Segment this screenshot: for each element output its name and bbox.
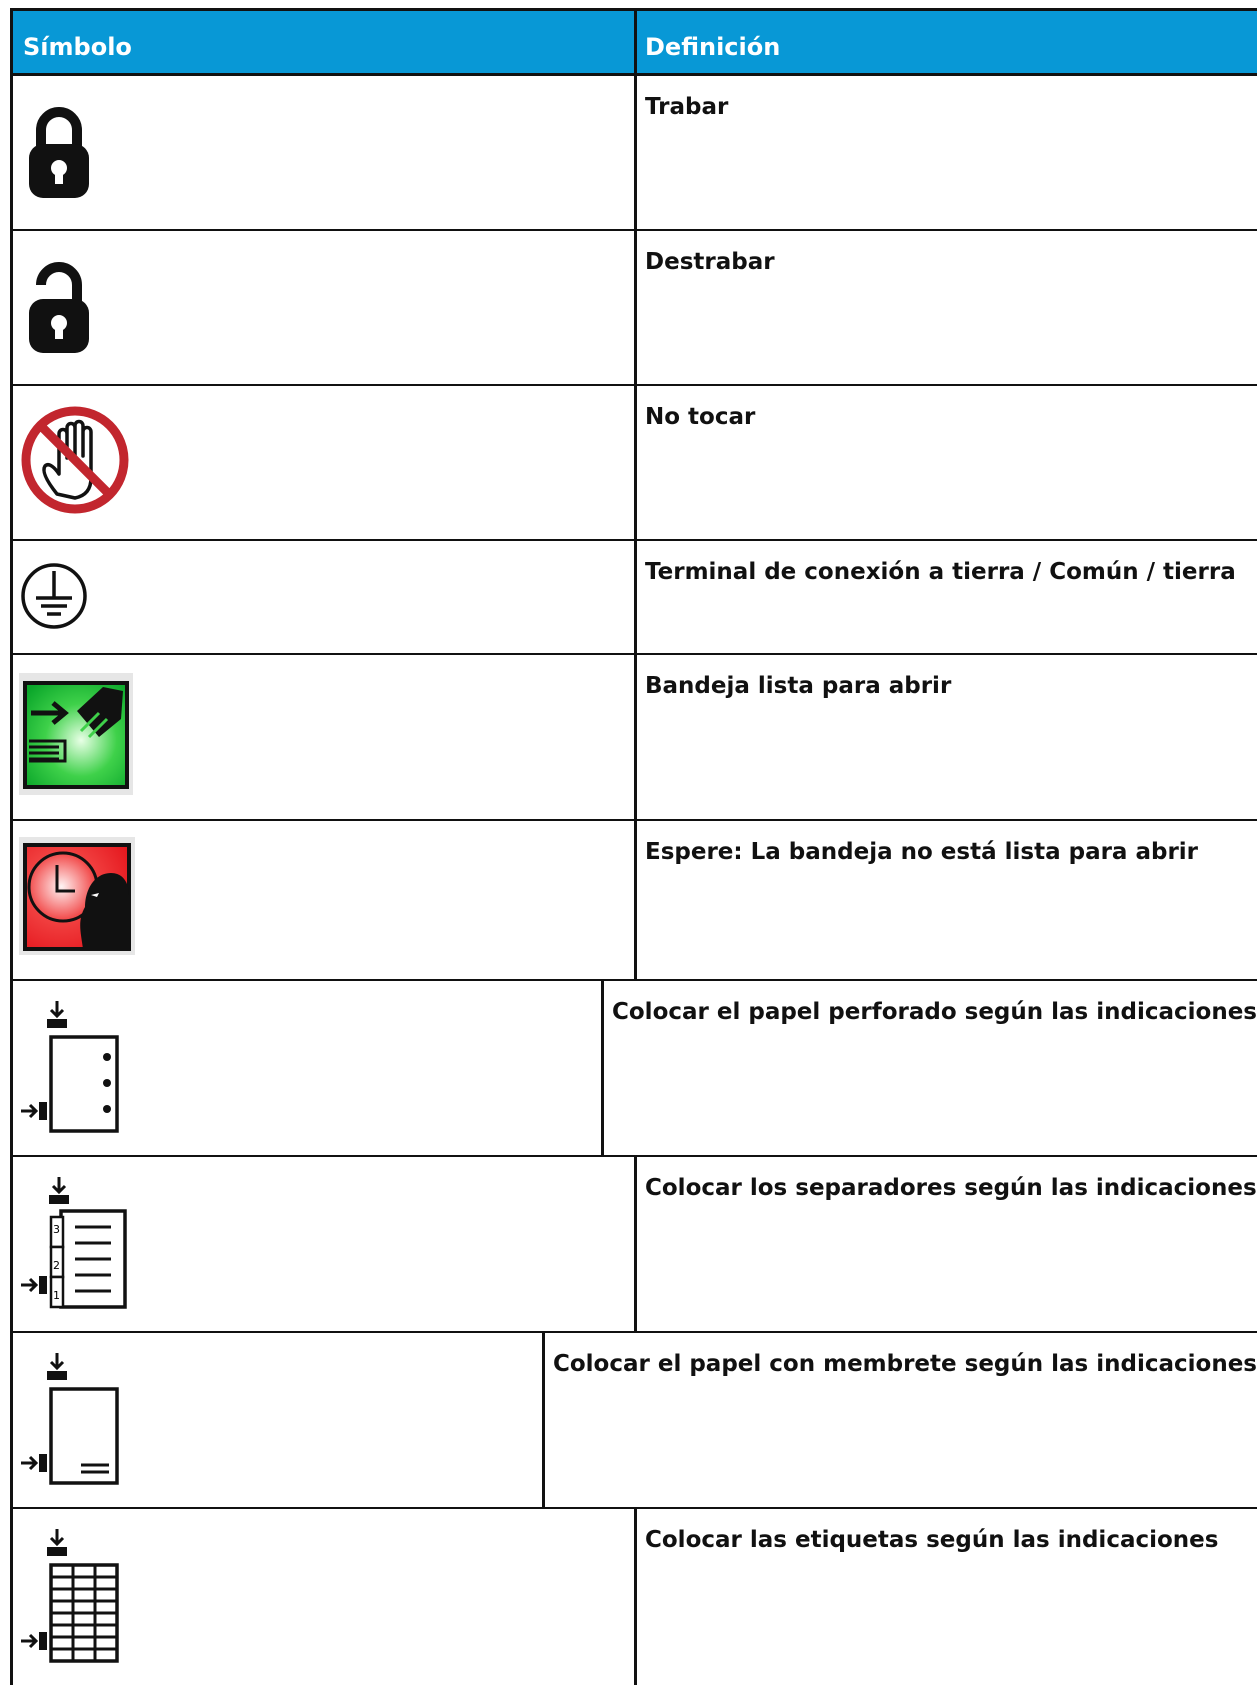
definition-cell: Colocar el papel perforado según las indicaciones — [612, 999, 1257, 1025]
definition-cell: Trabar — [645, 94, 729, 120]
definition-cell: Colocar las etiquetas según las indicaciones — [645, 1527, 1219, 1553]
table-header — [10, 8, 1257, 76]
definition-cell: No tocar — [645, 404, 756, 430]
definition-cell: Bandeja lista para abrir — [645, 673, 952, 699]
tab-number: 3 — [53, 1223, 60, 1236]
ground-terminal-icon — [19, 561, 89, 631]
header-definition: Definición — [645, 33, 781, 61]
table-row — [10, 981, 1257, 1157]
wait-tray-not-ready-icon — [19, 837, 135, 955]
load-labels-icon — [19, 1529, 123, 1665]
load-punched-paper-icon — [19, 1001, 123, 1135]
unlocked-padlock-icon — [27, 255, 91, 355]
table-row — [10, 1157, 1257, 1333]
symbol-cell — [13, 981, 604, 1155]
symbol-cell — [13, 1333, 545, 1507]
definition-cell: Colocar el papel con membrete según las indicaciones — [552, 1351, 1257, 1377]
load-letterhead-icon — [19, 1353, 123, 1487]
definition-cell: Colocar los separadores según las indicaciones — [645, 1175, 1257, 1201]
tab-number: 2 — [53, 1259, 60, 1272]
symbol-cell — [13, 231, 637, 384]
header-symbol: Símbolo — [13, 11, 637, 73]
do-not-touch-icon — [19, 404, 131, 516]
tab-number: 1 — [53, 1289, 60, 1302]
definition-cell: Terminal de conexión a tierra / Común / tierra — [645, 559, 1236, 585]
symbol-cell — [13, 1509, 637, 1685]
symbol-cell — [13, 821, 637, 979]
symbols-table — [10, 8, 1257, 1685]
symbol-cell — [13, 76, 637, 229]
table-row — [10, 541, 1257, 655]
definition-cell: Destrabar — [645, 249, 775, 275]
table-row — [10, 655, 1257, 821]
symbol-cell — [13, 1157, 637, 1331]
table-row — [10, 1333, 1257, 1509]
load-tabs-icon — [19, 1177, 129, 1311]
table-row — [10, 821, 1257, 981]
table-row — [10, 76, 1257, 231]
table-row — [10, 231, 1257, 386]
table-row — [10, 1509, 1257, 1685]
table-row — [10, 386, 1257, 541]
symbol-cell — [13, 655, 637, 819]
symbol-cell — [13, 386, 637, 539]
locked-padlock-icon — [27, 100, 91, 200]
definition-cell: Espere: La bandeja no está lista para abrir — [645, 839, 1199, 865]
tray-ready-to-open-icon — [19, 673, 133, 795]
symbol-cell — [13, 541, 637, 653]
